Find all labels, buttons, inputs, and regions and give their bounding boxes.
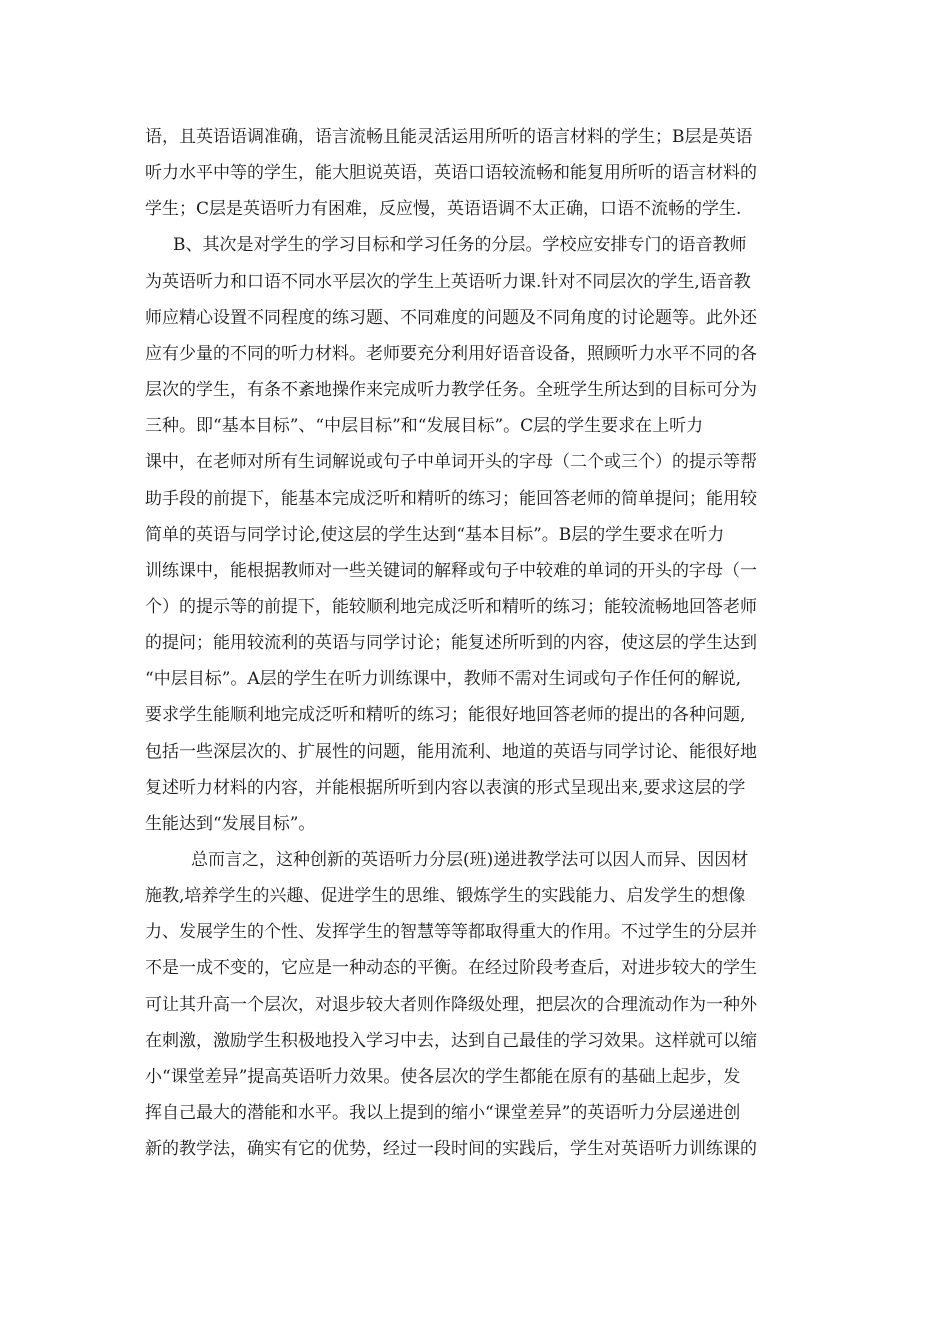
- text-line: 学生；C层是英语听力有困难，反应慢，英语语调不太正确，口语不流畅的学生.: [145, 199, 742, 219]
- text-line: 应有少量的不同的听力材料。老师要充分利用好语音设备，照顾听力水平不同的各: [145, 344, 757, 364]
- text-line: B、其次是对学生的学习目标和学习任务的分层。学校应安排专门的语音教师: [173, 235, 747, 255]
- text-line: 小“课堂差异”提高英语听力效果。使各层次的学生都能在原有的基础上起步，发: [145, 1067, 741, 1087]
- text-line: 为英语听力和口语不同水平层次的学生上英语听力课.针对不同层次的学生,语音教: [145, 272, 751, 292]
- text-line: 挥自己最大的潜能和水平。我以上提到的缩小“课堂差异”的英语听力分层递进创: [145, 1103, 741, 1123]
- text-line: 可让其升高一个层次，对退步较大者则作降级处理，把层次的合理流动作为一种外: [145, 995, 757, 1015]
- text-line: 层次的学生，有条不紊地操作来完成听力教学任务。全班学生所达到的目标可分为: [145, 380, 757, 400]
- text-line: 复述听力材料的内容，并能根据所听到内容以表演的形式呈现出来,要求这层的学: [145, 778, 746, 798]
- text-line: 的提问；能用较流利的英语与同学讨论；能复述所听到的内容，使这层的学生达到: [145, 633, 757, 653]
- text-line: 包括一些深层次的、扩展性的问题，能用流利、地道的英语与同学讨论、能很好地: [145, 742, 757, 762]
- text-line: 师应精心设置不同程度的练习题、不同难度的问题及不同角度的讨论题等。此外还: [145, 308, 757, 328]
- text-line: 个）的提示等的前提下，能较顺利地完成泛听和精听的练习；能较流畅地回答老师: [145, 597, 757, 617]
- text-line: 新的教学法，确实有它的优势，经过一段时间的实践后，学生对英语听力训练课的: [145, 1139, 757, 1159]
- text-line: 生能达到“发展目标”。: [145, 814, 316, 834]
- text-line: 施教,培养学生的兴趣、促进学生的思维、锻炼学生的实践能力、启发学生的想像: [145, 886, 746, 906]
- text-line: 在刺激，激励学生积极地投入学习中去，达到自己最佳的学习效果。这样就可以缩: [145, 1031, 757, 1051]
- text-line: 课中，在老师对所有生词解说或句子中单词开头的字母（二个或三个）的提示等帮: [145, 452, 757, 472]
- text-line: 总而言之，这种创新的英语听力分层(班)递进教学法可以因人而异、因因材: [191, 850, 749, 870]
- text-line: 听力水平中等的学生，能大胆说英语，英语口语较流畅和能复用所听的语言材料的: [145, 163, 757, 183]
- text-line: 三种。即“基本目标”、“中层目标”和“发展目标”。C层的学生要求在上听力: [145, 416, 704, 436]
- text-line: 助手段的前提下，能基本完成泛听和精听的练习；能回答老师的简单提问；能用较: [145, 489, 757, 509]
- body-text: [145, 0, 825, 1344]
- text-line: 简单的英语与同学讨论,使这层的学生达到“基本目标”。B层的学生要求在听力: [145, 525, 725, 545]
- text-line: 训练课中，能根据教师对一些关键词的解释或句子中较难的单词的开头的字母（一: [145, 561, 757, 581]
- text-line: “中层目标”。A层的学生在听力训练课中，教师不需对生词或句子作任何的解说,: [145, 669, 742, 689]
- text-line: 不是一成不变的，它应是一种动态的平衡。在经过阶段考查后，对进步较大的学生: [145, 958, 757, 978]
- text-line: 力、发展学生的个性、发挥学生的智慧等等都取得重大的作用。不过学生的分层并: [145, 922, 757, 942]
- text-line: 要求学生能顺利地完成泛听和精听的练习；能很好地回答老师的提出的各种问题,: [145, 705, 746, 725]
- text-line: 语，且英语语调准确，语言流畅且能灵活运用所听的语言材料的学生；B层是英语: [145, 127, 753, 147]
